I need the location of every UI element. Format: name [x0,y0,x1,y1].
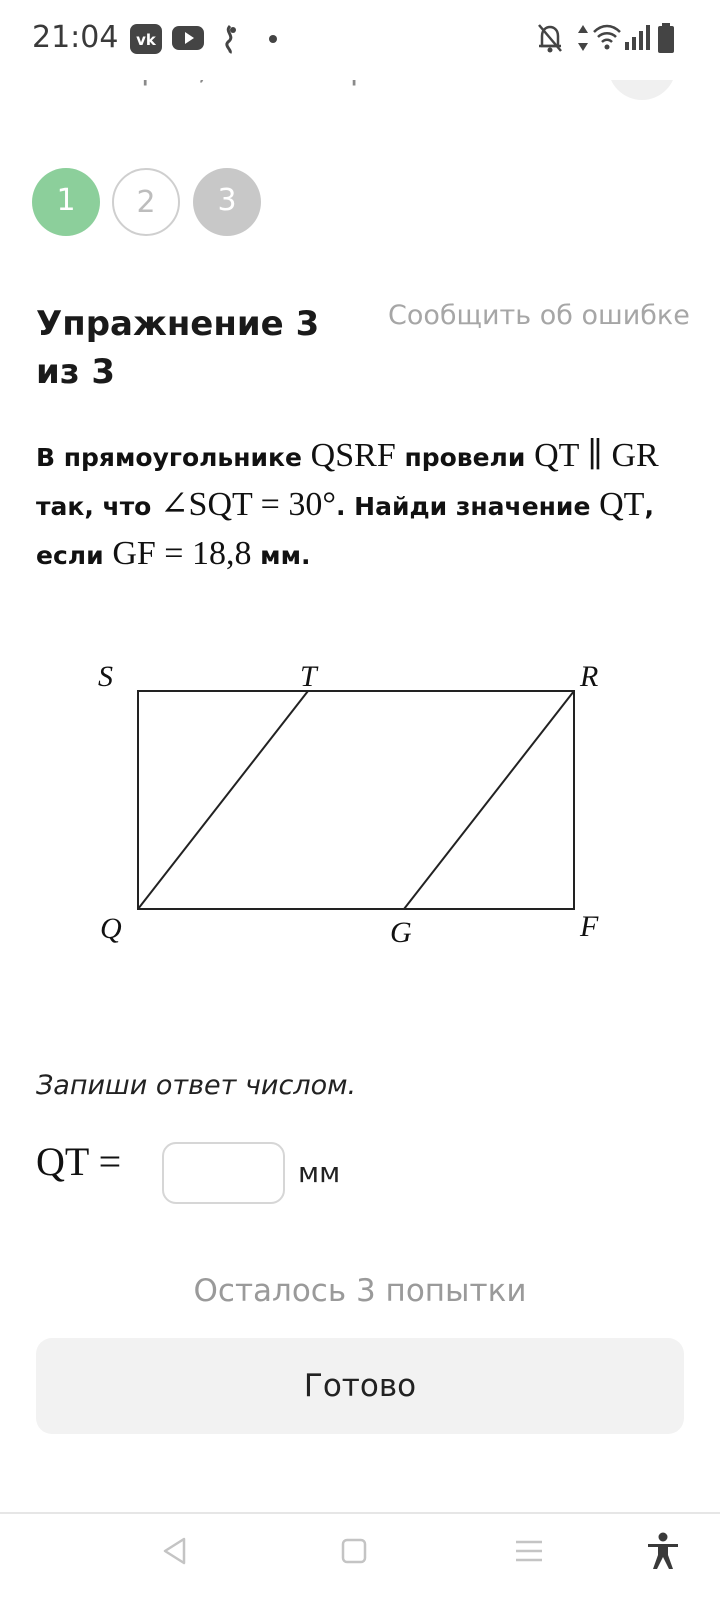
step-2-indicator[interactable]: 2 [112,168,180,236]
segment-qt [138,691,308,909]
mute-icon [536,22,564,54]
step-1-indicator[interactable]: 1 [32,168,100,236]
task-text-part: . Найди значение [335,492,600,521]
geometry-figure [0,640,720,960]
task-text-part: В прямоугольнике [36,443,311,472]
step-3-indicator[interactable]: 3 [193,168,261,236]
segment-gr [404,691,574,909]
task-text-part: мм. [251,541,311,570]
label-s: S [98,660,113,693]
answer-unit: мм [298,1156,341,1189]
status-bar [0,0,720,80]
attempts-remaining: Осталось 3 попытки [193,1273,527,1309]
home-icon[interactable] [340,1536,368,1566]
exercise-title: Упражнение 3 из 3 [36,304,320,392]
app-icon [218,24,242,54]
answer-label: QT = [36,1139,122,1184]
system-nav-bar [0,1512,720,1600]
task-text [36,432,696,579]
math-expression: QSRF [310,437,396,474]
back-icon[interactable] [160,1536,190,1566]
data-arrows-icon [576,22,590,54]
signal-icon [624,22,650,52]
report-error-link[interactable]: Сообщить об ошибке [388,300,690,331]
label-t: T [300,660,317,693]
dot-icon [268,34,278,44]
rectangle-qsrf [138,691,574,909]
battery-icon [656,22,676,54]
label-q: Q [100,912,122,945]
answer-hint: Запиши ответ числом. [36,1070,357,1101]
svg-text:vk: vk [136,31,156,49]
youtube-icon [172,24,204,52]
menu-icon[interactable] [514,1536,544,1566]
task-text-part: провели [395,443,535,472]
label-f: F [580,910,599,943]
done-button[interactable]: Готово [36,1338,684,1434]
label-g: G [390,916,412,949]
accessibility-icon[interactable] [646,1532,680,1570]
status-time: 21:04 [32,20,119,55]
label-r: R [580,660,599,693]
answer-input[interactable] [162,1142,285,1204]
wifi-icon [592,22,622,52]
math-expression: ∠SQT = 30° [160,486,336,523]
vk-icon [130,24,162,54]
math-expression: QT ∥ GR [534,437,659,474]
task-text-part: так, что [36,492,161,521]
math-expression: GF = 18,8 [112,535,252,572]
math-expression: QT [599,486,645,523]
task-text-part: , если [36,492,654,570]
